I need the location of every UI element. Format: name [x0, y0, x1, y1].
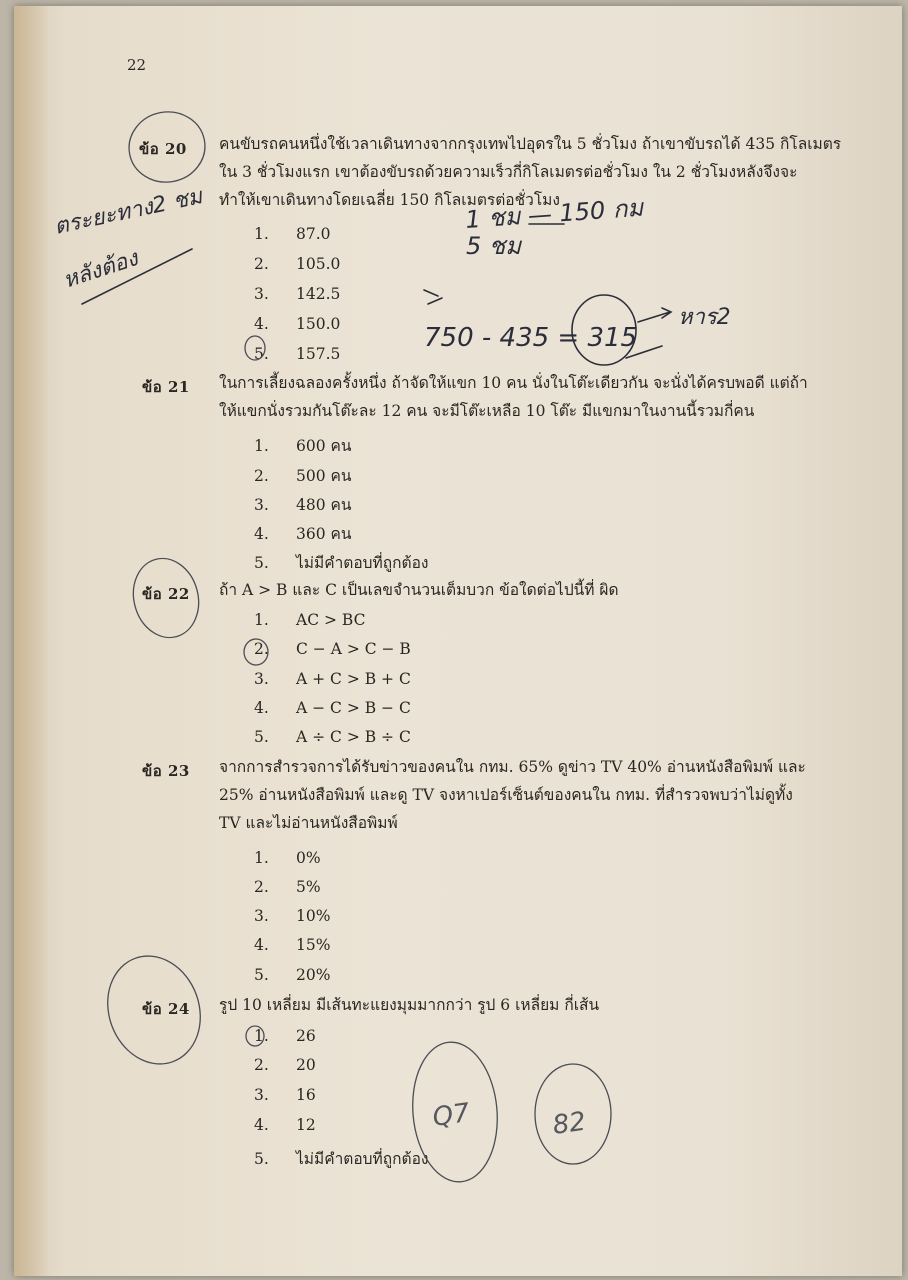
question-20-line: ทำให้เขาเดินทางโดยเฉลี่ย 150 กิโลเมตรต่อชั่วโมง: [219, 191, 560, 209]
choice-number: 3.: [254, 670, 269, 688]
choice-text: 0%: [296, 849, 321, 867]
choice-number: 5.: [254, 728, 269, 746]
choice-number: 2.: [254, 640, 269, 658]
handwritten-margin-note: หลังต้อง: [60, 246, 142, 294]
question-23-line: จากการสำรวจการได้รับข่าวของคนใน กทม. 65% ดูข่าว TV 40% อ่านหนังสือพิมพ์ และ: [219, 758, 806, 776]
handwritten-margin-note: ตระยะทาง2 ชม: [52, 184, 205, 240]
choice-number: 1.: [254, 437, 269, 455]
pencil-scribble-text: 82: [550, 1106, 588, 1141]
choice-number: 1.: [254, 849, 269, 867]
choice-number: 3.: [254, 496, 269, 514]
choice-text: 105.0: [296, 255, 341, 273]
question-21-label: ข้อ 21: [142, 378, 190, 396]
choice-text: A − C > B − C: [296, 699, 411, 717]
choice-text: C − A > C − B: [296, 640, 411, 658]
question-20-line: คนขับรถคนหนึ่งใช้เวลาเดินทางจากกรุงเทพไปอุดรใน 5 ชั่วโมง ถ้าเขาขับรถได้ 435 กิโลเมตร: [219, 135, 842, 153]
document-page: [14, 6, 902, 1276]
question-23-line: TV และไม่อ่านหนังสือพิมพ์: [219, 814, 398, 832]
choice-text: AC > BC: [296, 611, 366, 629]
choice-number: 1.: [254, 611, 269, 629]
choice-text: ไม่มีคำตอบที่ถูกต้อง: [296, 554, 429, 572]
choice-text: ไม่มีคำตอบที่ถูกต้อง: [296, 1150, 429, 1168]
choice-number: 4.: [254, 315, 269, 333]
page-number: 22: [127, 56, 147, 74]
choice-text: 500 คน: [296, 467, 352, 485]
choice-number: 2.: [254, 1056, 269, 1074]
choice-number: 1.: [254, 1027, 269, 1045]
choice-number: 4.: [254, 699, 269, 717]
choice-number: 5.: [254, 966, 269, 984]
pencil-circle-q22: [125, 551, 208, 645]
question-24-label: ข้อ 24: [142, 1000, 190, 1018]
handwritten-work: 750 - 435 = 315: [424, 323, 638, 353]
pencil-circle-q20: [123, 106, 210, 188]
choice-number: 4.: [254, 525, 269, 543]
choice-text: 142.5: [296, 285, 341, 303]
choice-text: 87.0: [296, 225, 331, 243]
choice-text: 157.5: [296, 345, 341, 363]
question-21-line: ในการเลี้ยงฉลองครั้งหนึ่ง ถ้าจัดให้แขก 10 คน นั่งในโต๊ะเดียวกัน จะนั่งได้ครบพอดี แต่ถ้า: [219, 374, 808, 392]
choice-number: 4.: [254, 1116, 269, 1134]
choice-number: 3.: [254, 285, 269, 303]
handwritten-work: 5 ชม: [466, 232, 522, 260]
choice-number: 5.: [254, 345, 269, 363]
pen-therefore-mark: [424, 290, 442, 304]
pencil-circle-q24: [93, 943, 215, 1077]
choice-text: 600 คน: [296, 437, 352, 455]
pen-arrow: [638, 308, 671, 322]
choice-number: 2.: [254, 467, 269, 485]
question-21-line: ให้แขกนั่งรวมกันโต๊ะละ 12 คน จะมีโต๊ะเหลือ 10 โต๊ะ มีแขกมาในงานนี้รวมกี่คน: [219, 402, 755, 420]
handwritten-work: หาร2: [678, 305, 731, 330]
choice-text: 5%: [296, 878, 321, 896]
handwriting-layer: [14, 6, 902, 1276]
choice-text: 480 คน: [296, 496, 352, 514]
choice-text: A + C > B + C: [296, 670, 411, 688]
choice-number: 2.: [254, 255, 269, 273]
choice-number: 3.: [254, 907, 269, 925]
question-20-label: ข้อ 20: [139, 140, 187, 158]
question-23-label: ข้อ 23: [142, 762, 190, 780]
choice-text: 10%: [296, 907, 331, 925]
question-22-label: ข้อ 22: [142, 585, 190, 603]
choice-text: 12: [296, 1116, 316, 1134]
choice-text: 150.0: [296, 315, 341, 333]
pencil-scribble-text: Q7: [430, 1098, 472, 1133]
choice-number: 5.: [254, 554, 269, 572]
question-22-line: ถ้า A > B และ C เป็นเลขจำนวนเต็มบวก ข้อใดต่อไปนี้ที่ ผิด: [219, 581, 619, 599]
choice-text: 16: [296, 1086, 316, 1104]
choice-text: 360 คน: [296, 525, 352, 543]
question-20-line: ใน 3 ชั่วโมงแรก เขาต้องขับรถด้วยความเร็วกี่กิโลเมตรต่อชั่วโมง ใน 2 ชั่วโมงหลังจึงจะ: [219, 163, 798, 181]
choice-number: 5.: [254, 1150, 269, 1168]
choice-number: 3.: [254, 1086, 269, 1104]
pencil-circle-q24-answer: [246, 1026, 264, 1046]
choice-text: A ÷ C > B ÷ C: [296, 728, 411, 746]
choice-text: 20: [296, 1056, 316, 1074]
handwritten-work: 1 ชม — 150 กม: [464, 193, 645, 234]
pencil-circle-q20-answer: [245, 336, 265, 360]
choice-text: 26: [296, 1027, 316, 1045]
choice-number: 1.: [254, 225, 269, 243]
question-24-line: รูป 10 เหลี่ยม มีเส้นทะแยงมุมมากกว่า รูป 6 เหลี่ยม กี่เส้น: [219, 996, 600, 1014]
choice-text: 20%: [296, 966, 331, 984]
question-23-line: 25% อ่านหนังสือพิมพ์ และดู TV จงหาเปอร์เซ็นต์ของคนใน กทม. ที่สำรวจพบว่าไม่ดูทั้ง: [219, 786, 793, 804]
choice-number: 2.: [254, 878, 269, 896]
pencil-circle-q22-answer: [244, 639, 268, 665]
choice-number: 4.: [254, 936, 269, 954]
choice-text: 15%: [296, 936, 331, 954]
